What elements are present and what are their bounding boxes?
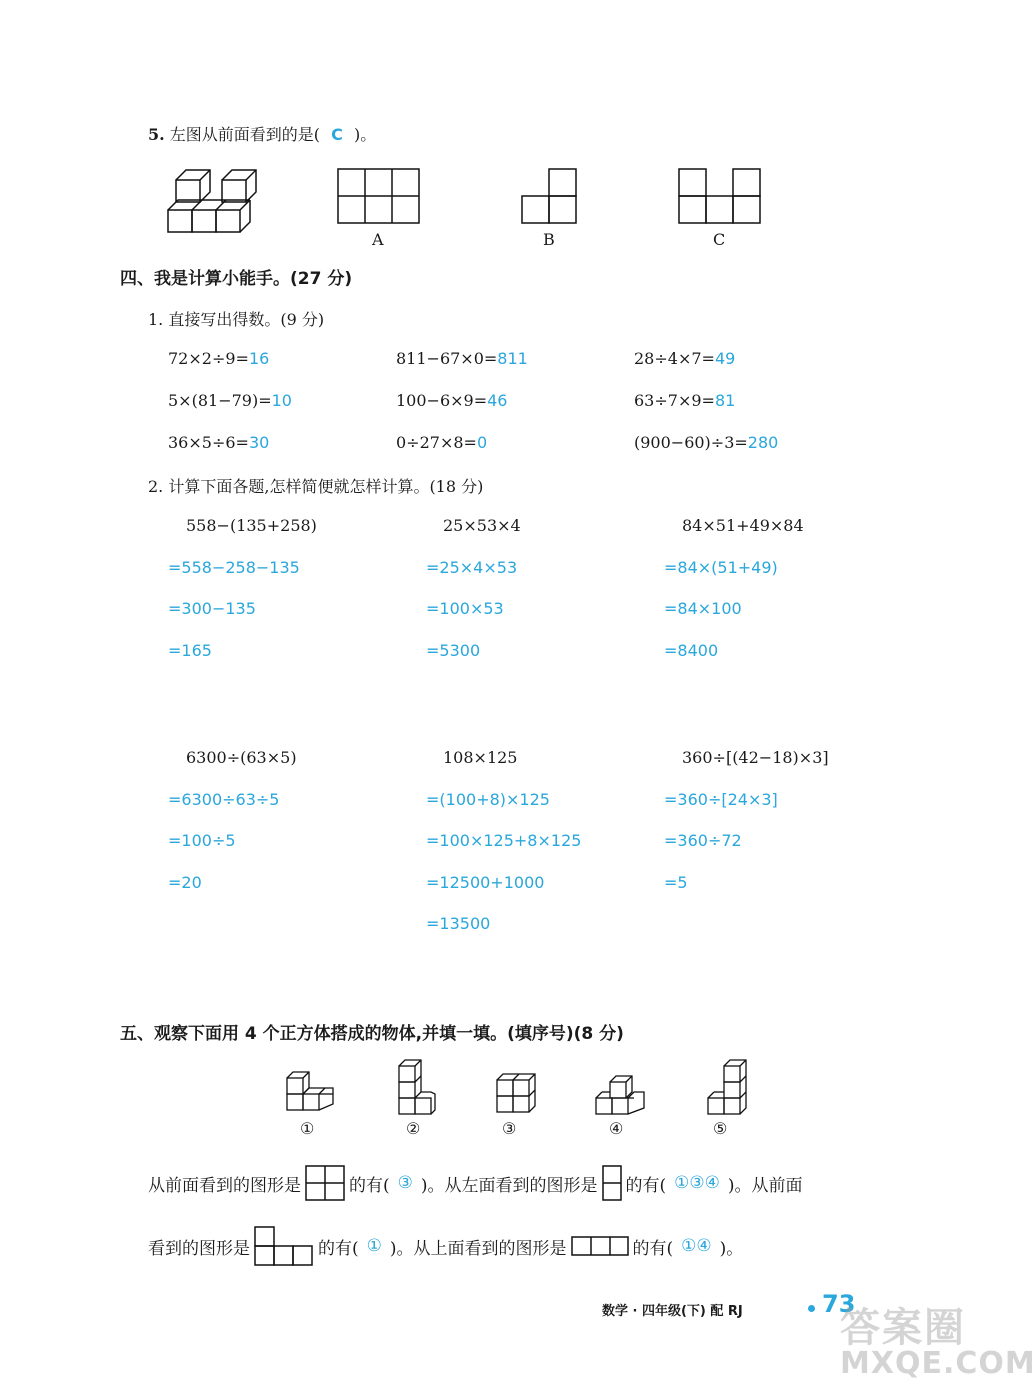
option-a-figure bbox=[337, 168, 421, 224]
option-c-label: C bbox=[713, 230, 726, 249]
problem-step: =84×100 bbox=[664, 599, 742, 618]
calc-item: (900−60)÷3=280 bbox=[634, 433, 779, 452]
calc-item: 0÷27×8=0 bbox=[396, 433, 488, 452]
problem-expr: 25×53×4 bbox=[443, 516, 521, 535]
line1-answer-2: ①③④ bbox=[674, 1173, 720, 1193]
line2-answer-2: ①④ bbox=[681, 1236, 712, 1256]
line1-text-1: 从前面看到的图形是 bbox=[148, 1175, 301, 1196]
option-a-label: A bbox=[372, 230, 384, 249]
fill-line-1 bbox=[148, 1165, 803, 1201]
line1-text-5: )。从前面 bbox=[727, 1175, 803, 1196]
line1-answer-1: ③ bbox=[397, 1173, 413, 1193]
problem-step: =12500+1000 bbox=[426, 873, 545, 892]
problem-expr: 84×51+49×84 bbox=[682, 516, 804, 535]
solid-5-figure bbox=[706, 1060, 750, 1118]
solid-4-figure bbox=[594, 1074, 648, 1118]
solid-2-figure bbox=[397, 1060, 437, 1118]
section4-title: 四、我是计算小能手。(27 分) bbox=[120, 269, 353, 289]
option-b-label: B bbox=[543, 230, 555, 249]
problem-step: =13500 bbox=[426, 914, 491, 933]
line2-text-1: 看到的图形是 bbox=[148, 1238, 250, 1259]
q5-number: 5. bbox=[148, 125, 165, 144]
line2-text-3: )。从上面看到的图形是 bbox=[389, 1238, 567, 1259]
problem-step: =300−135 bbox=[168, 599, 256, 618]
problem-step: =165 bbox=[168, 641, 212, 660]
calc-item: 5×(81−79)=10 bbox=[168, 391, 292, 410]
problem-step: =558−258−135 bbox=[168, 558, 300, 577]
q5-text-after: )。 bbox=[353, 125, 377, 144]
problem-step: =6300÷63÷5 bbox=[168, 790, 280, 809]
problem-step: =(100+8)×125 bbox=[426, 790, 550, 809]
calc-item: 36×5÷6=30 bbox=[168, 433, 270, 452]
watermark-url: MXQE.COM bbox=[840, 1346, 1036, 1381]
q5-solid-figure bbox=[164, 166, 254, 236]
line2-text-4: 的有( bbox=[632, 1238, 674, 1259]
solid-2-label: ② bbox=[406, 1119, 421, 1138]
part2-title: 2. 计算下面各题,怎样简便就怎样计算。(18 分) bbox=[148, 477, 484, 496]
line2-text-5: )。 bbox=[719, 1238, 744, 1259]
view-l-shape-icon bbox=[254, 1226, 314, 1266]
line1-text-4: 的有( bbox=[625, 1175, 667, 1196]
problem-expr: 6300÷(63×5) bbox=[186, 748, 297, 767]
option-c-figure bbox=[678, 168, 762, 224]
part1-title: 1. 直接写出得数。(9 分) bbox=[148, 310, 325, 329]
solid-1-label: ① bbox=[300, 1119, 315, 1138]
view-1x3-icon bbox=[571, 1236, 629, 1256]
problem-step: =360÷72 bbox=[664, 831, 742, 850]
calc-item: 72×2÷9=16 bbox=[168, 349, 270, 368]
watermark-logo: 答案圈 bbox=[840, 1305, 966, 1351]
problem-step: =84×(51+49) bbox=[664, 558, 778, 577]
problem-expr: 558−(135+258) bbox=[186, 516, 317, 535]
calc-item: 28÷4×7=49 bbox=[634, 349, 736, 368]
calc-item: 100−6×9=46 bbox=[396, 391, 508, 410]
problem-step: =100×125+8×125 bbox=[426, 831, 582, 850]
problem-step: =20 bbox=[168, 873, 202, 892]
view-2x2-icon bbox=[305, 1165, 345, 1201]
problem-step: =5 bbox=[664, 873, 688, 892]
problem-step: =360÷[24×3] bbox=[664, 790, 778, 809]
view-2x1-icon bbox=[602, 1165, 622, 1201]
solid-5-label: ⑤ bbox=[713, 1119, 728, 1138]
problem-step: =5300 bbox=[426, 641, 481, 660]
calc-item: 811−67×0=811 bbox=[396, 349, 528, 368]
solid-1-figure bbox=[285, 1064, 337, 1114]
line1-text-2: 的有( bbox=[349, 1175, 390, 1196]
problem-step: =100÷5 bbox=[168, 831, 236, 850]
fill-line-2 bbox=[148, 1226, 743, 1266]
q5-question bbox=[148, 122, 376, 145]
problem-step: =25×4×53 bbox=[426, 558, 518, 577]
footer-dot-icon bbox=[808, 1305, 815, 1312]
solid-3-label: ③ bbox=[502, 1119, 517, 1138]
q5-text-before: 左图从前面看到的是( bbox=[169, 125, 321, 144]
line2-text-2: 的有( bbox=[318, 1238, 359, 1259]
footer-subject: 数学 · 四年级(下) 配 RJ bbox=[602, 1304, 743, 1319]
problem-expr: 108×125 bbox=[443, 748, 518, 767]
line1-text-3: )。从左面看到的图形是 bbox=[420, 1175, 598, 1196]
option-b-figure bbox=[521, 168, 577, 224]
problem-expr: 360÷[(42−18)×3] bbox=[682, 748, 829, 767]
calc-item: 63÷7×9=81 bbox=[634, 391, 736, 410]
line2-answer-1: ① bbox=[366, 1236, 382, 1256]
section5-title: 五、观察下面用 4 个正方体搭成的物体,并填一填。(填序号)(8 分) bbox=[120, 1024, 624, 1044]
problem-step: =100×53 bbox=[426, 599, 504, 618]
q5-answer: C bbox=[331, 125, 343, 144]
page-number: 73 bbox=[822, 1290, 856, 1318]
solid-3-figure bbox=[495, 1072, 535, 1116]
problem-step: =8400 bbox=[664, 641, 719, 660]
solid-4-label: ④ bbox=[609, 1119, 624, 1138]
